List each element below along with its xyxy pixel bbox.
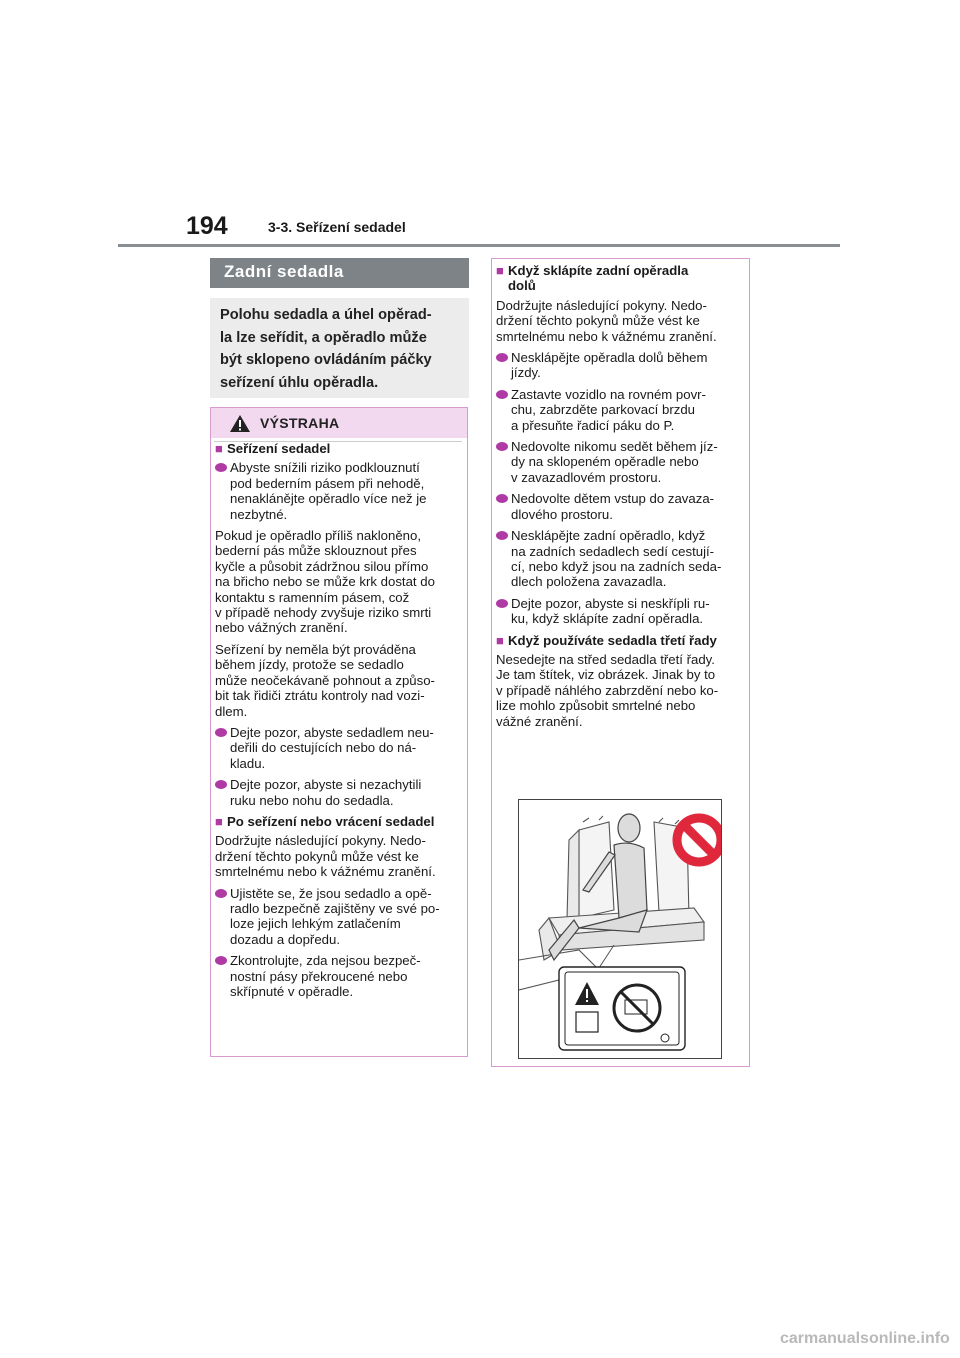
seat-label-icon bbox=[559, 967, 685, 1050]
intro-box bbox=[210, 298, 469, 398]
list-item-text: Abyste snížili riziko podklouznutí pod bederním pásem při nehodě, nenaklánějte opěradlo více než je nezbytné. bbox=[230, 460, 427, 522]
paragraph: Dodržujte následující pokyny. Nedo- držení těchto pokynů může vést ke smrtelnému nebo k vážnému zranění. bbox=[496, 297, 717, 344]
list-item-text: Nedovolte nikomu sedět během jíz- dy na sklopeném opěradle nebo v zavazadlovém prostoru. bbox=[511, 439, 718, 485]
subheading bbox=[215, 814, 465, 829]
list-item-text: Zkontrolujte, zda nejsou bezpeč- nostní pásy překroucené nebo skřípnuté v opěradle. bbox=[230, 953, 421, 999]
bullet-dot-icon bbox=[215, 889, 227, 898]
continuation-content bbox=[496, 263, 746, 735]
paragraph: Nesedejte na střed sedadla třetí řady. Je tam štítek, viz obrázek. Jinak by to v případě náhlého zabrzdění nebo ko- lize mohlo způsobit smrtelné nebo vážné zranění. bbox=[496, 651, 719, 729]
prohibited-sign-icon bbox=[677, 818, 721, 862]
list-item-text: Nesklápějte opěradla dolů během jízdy. bbox=[511, 350, 708, 381]
square-bullet-icon: ■ bbox=[215, 813, 223, 829]
seat-drawing bbox=[519, 800, 721, 1058]
list-item bbox=[496, 491, 746, 522]
bullet-dot-icon bbox=[496, 599, 508, 608]
bullet-dot-icon bbox=[496, 390, 508, 399]
section-title: 3-3. Seřízení sedadel bbox=[268, 219, 406, 235]
bullet-dot-icon bbox=[496, 531, 508, 540]
subheading-text: Seřízení sedadel bbox=[227, 441, 331, 456]
seat-illustration bbox=[518, 799, 722, 1059]
square-bullet-icon: ■ bbox=[496, 632, 504, 648]
bullet-dot-icon bbox=[215, 463, 227, 472]
list-item bbox=[215, 777, 465, 808]
paragraph: Seřízení by neměla být prováděna během jízdy, protože se sedadlo může neočekávaně pohnout a způso- bit tak řidiči ztrátu kontroly nad vozi- dlem. bbox=[215, 641, 435, 719]
list-item-text: Nesklápějte zadní opěradlo, když na zadních sedadlech sedí cestují- cí, nebo když jsou na zadních seda- dlech položena zavazadla. bbox=[511, 528, 722, 590]
bullet-dot-icon bbox=[496, 442, 508, 451]
header-rule bbox=[118, 244, 840, 247]
warning-triangle-icon bbox=[229, 414, 251, 433]
section-heading bbox=[210, 258, 469, 288]
list-item-text: Dejte pozor, abyste sedadlem neu- deřili do cestujících nebo do ná- kladu. bbox=[230, 724, 434, 771]
paragraph: Dodržujte následující pokyny. Nedo- držení těchto pokynů může vést ke smrtelnému nebo k vážnému zranění. bbox=[215, 833, 436, 880]
bullet-dot-icon bbox=[215, 956, 227, 965]
section-heading-text: Zadní sedadla bbox=[224, 262, 344, 281]
list-item bbox=[496, 439, 746, 485]
paragraph: Pokud je opěradlo příliš nakloněno, bederní pás může sklouznout přes kyčle a působit zádržnou silou přímo na břicho nebo se může krk dostat do kontaktu s ramenním pásem, což v případě nehody zvyšuje riziko smrti nebo vážných zranění. bbox=[215, 528, 435, 636]
bullet-dot-icon bbox=[496, 494, 508, 503]
bullet-dot-icon bbox=[496, 353, 508, 362]
list-item-text: Nedovolte dětem vstup do zavaza- dlového prostoru. bbox=[511, 491, 715, 522]
subheading-text: Po seřízení nebo vrácení sedadel bbox=[227, 813, 435, 829]
list-item-text: Dejte pozor, abyste si nezachytili ruku nebo nohu do sedadla. bbox=[230, 777, 422, 808]
square-bullet-icon: ■ bbox=[215, 441, 223, 456]
subheading bbox=[215, 441, 465, 456]
subheading-text: Když používáte sedadla třetí řady bbox=[508, 632, 717, 648]
list-item bbox=[215, 725, 465, 771]
list-item bbox=[215, 953, 465, 999]
list-item bbox=[496, 387, 746, 433]
list-item bbox=[496, 528, 746, 590]
warning-continuation-box bbox=[491, 258, 750, 1067]
list-item-text: Dejte pozor, abyste si neskřípli ru- ku, když sklápíte zadní opěradla. bbox=[511, 595, 710, 627]
list-item bbox=[496, 596, 746, 627]
subheading bbox=[496, 263, 746, 294]
footer-watermark: carmanualsonline.info bbox=[780, 1330, 950, 1347]
page-number: 194 bbox=[186, 212, 228, 240]
warning-title: VÝSTRAHA bbox=[260, 415, 340, 431]
intro-text: Polohu sedadla a úhel opěrad- la lze seřídit, a opěradlo může být sklopeno ovládáním páčky seřízení úhlu opěradla. bbox=[220, 307, 432, 391]
subheading-text: Když sklápíte zadní opěradla dolů bbox=[508, 263, 689, 294]
warning-box bbox=[210, 407, 468, 1057]
list-item bbox=[215, 460, 465, 522]
warning-header bbox=[211, 408, 467, 438]
list-item bbox=[215, 886, 465, 948]
subheading bbox=[496, 633, 746, 648]
list-item-text: Zastavte vozidlo na rovném povr- chu, zabrzděte parkovací brzdu a přesuňte řadicí páku do P. bbox=[511, 386, 706, 433]
bullet-dot-icon bbox=[215, 728, 227, 737]
warning-content bbox=[215, 441, 465, 1005]
bullet-dot-icon bbox=[215, 780, 227, 789]
list-item-text: Ujistěte se, že jsou sedadlo a opě- radlo bezpečně zajištěny ve své po- loze jejich lehkým zatlačením dozadu a dopředu. bbox=[230, 885, 440, 947]
square-bullet-icon: ■ bbox=[496, 263, 504, 278]
list-item bbox=[496, 350, 746, 381]
